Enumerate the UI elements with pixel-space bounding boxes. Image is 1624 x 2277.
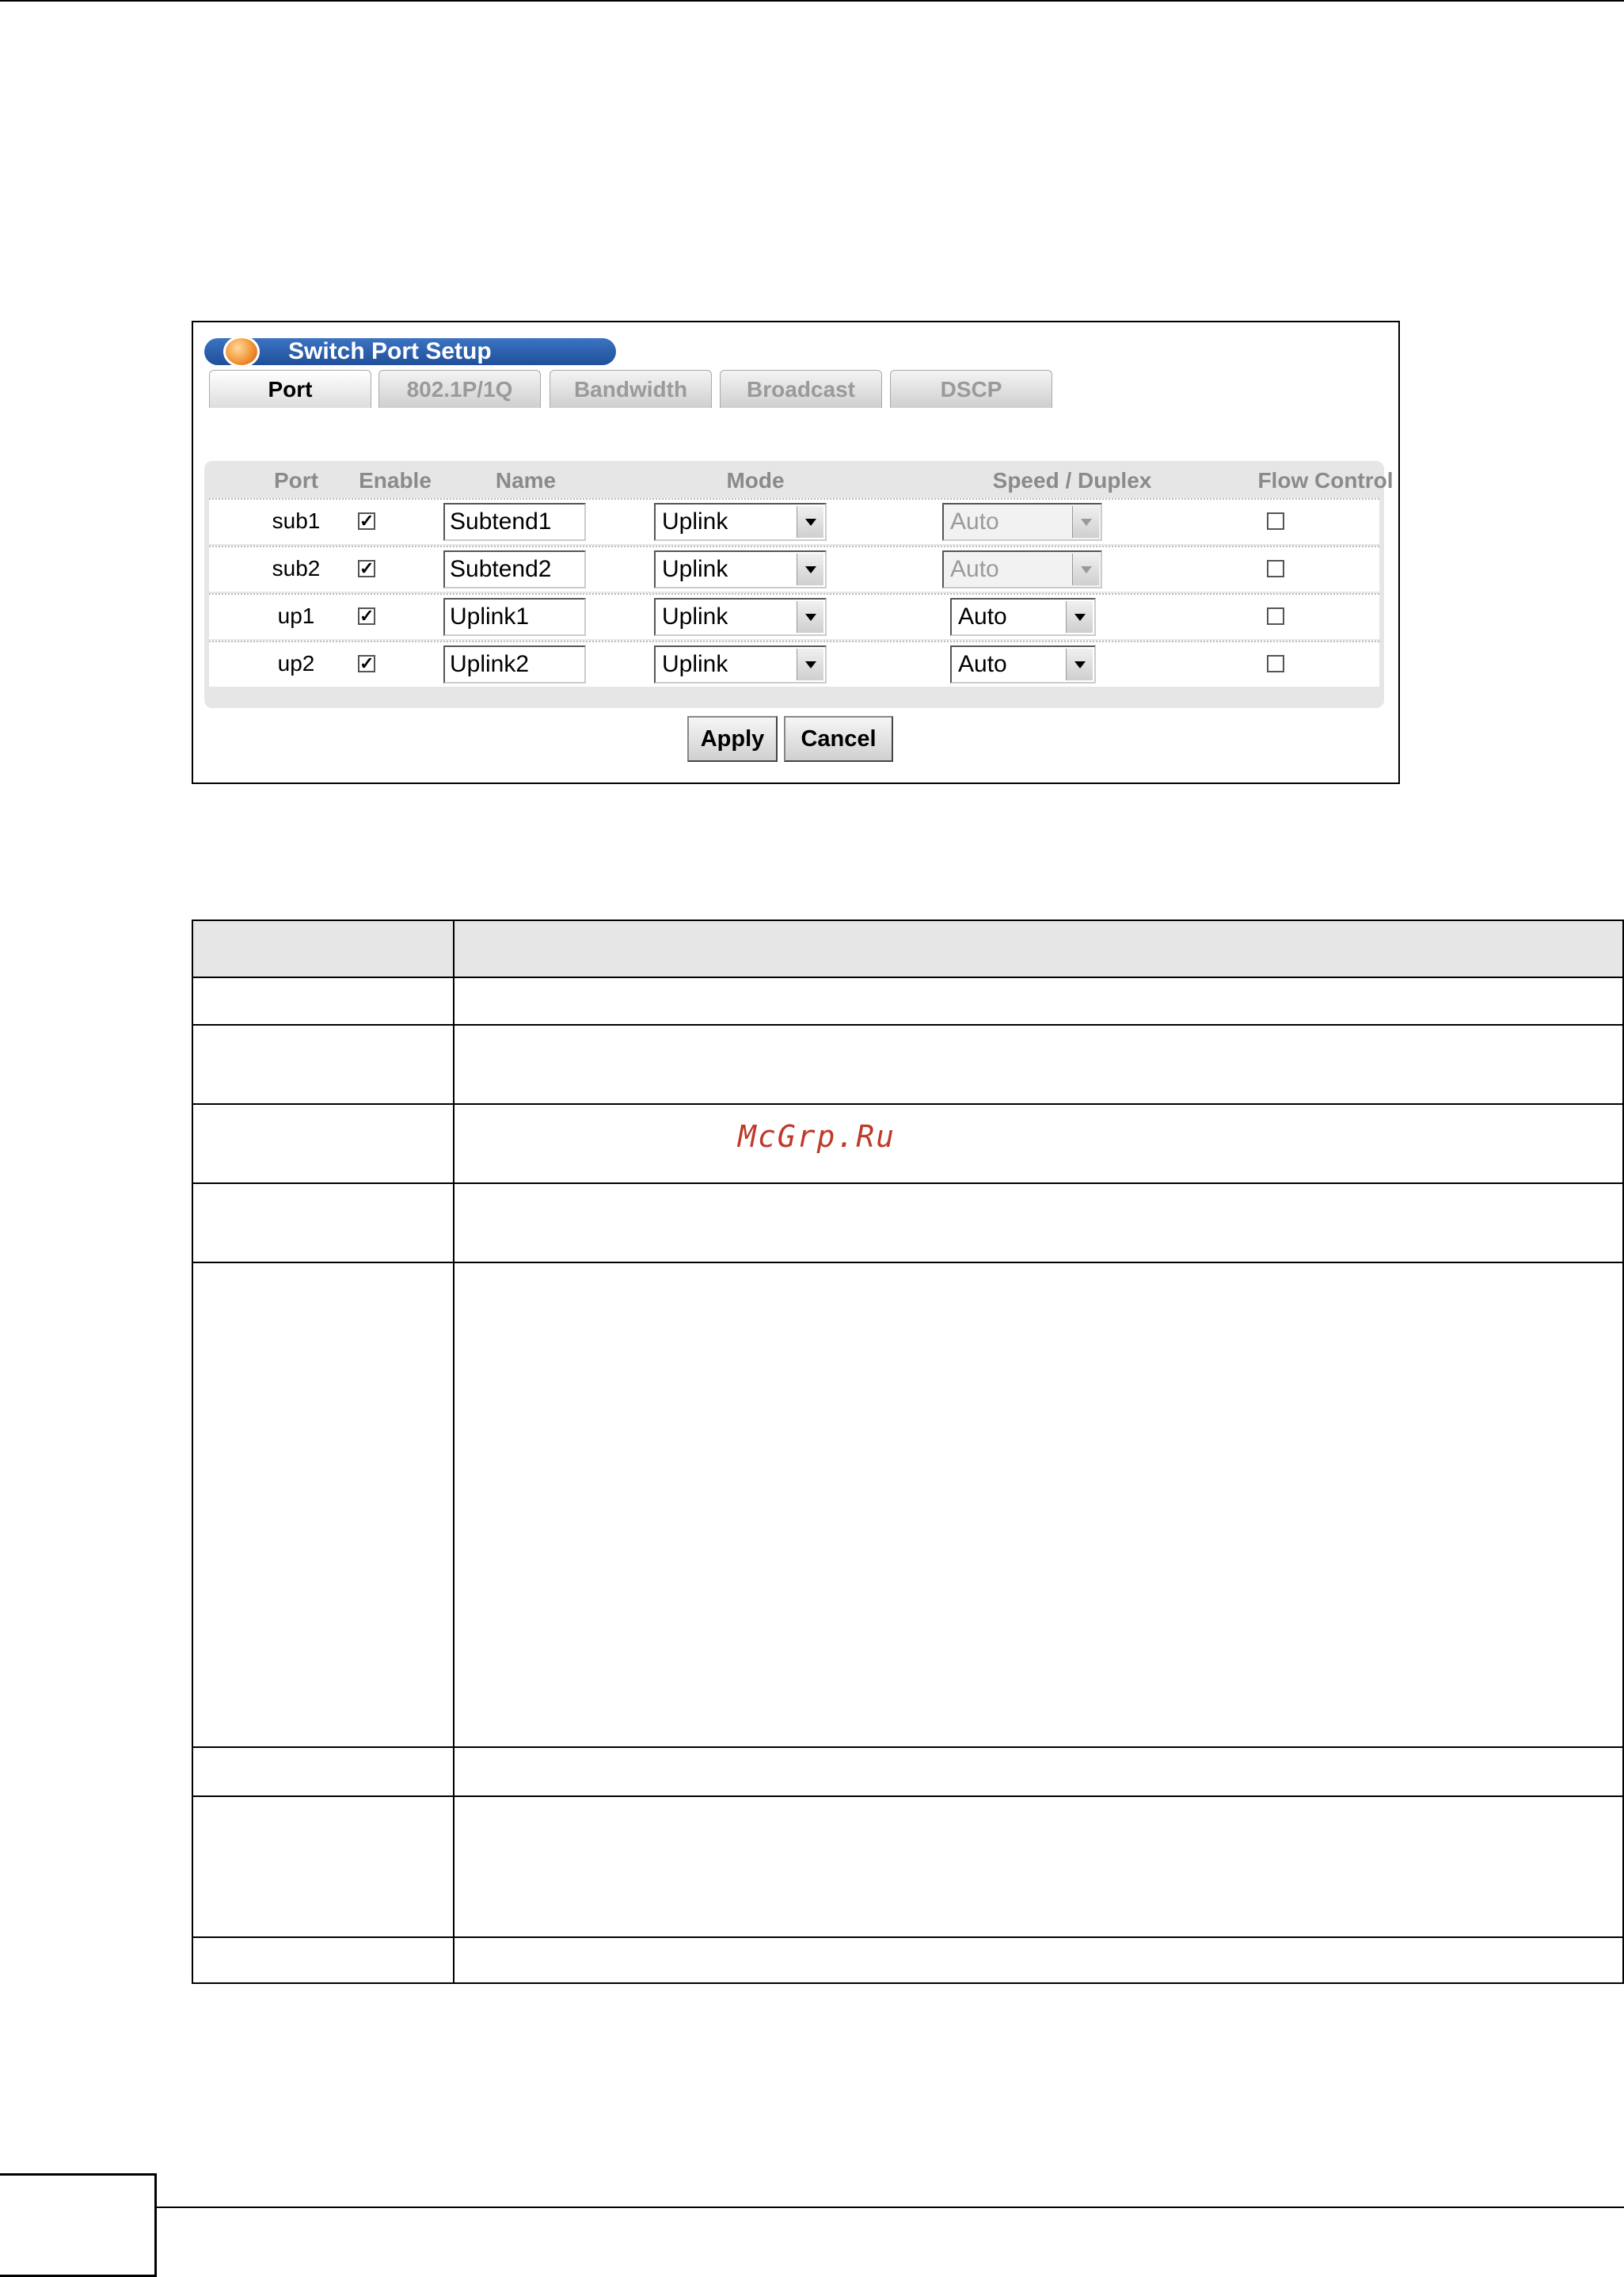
flow-control-checkbox[interactable] [1267,560,1284,577]
orb-icon [223,336,260,367]
name-input[interactable]: Uplink1 [443,598,586,636]
col-header-enable: Enable [359,468,432,493]
table-column-divider [453,921,454,1982]
footer-rule [157,2207,1624,2208]
chevron-down-icon[interactable] [797,506,823,538]
col-header-speed-duplex: Speed / Duplex [992,468,1152,493]
table-divider [193,1262,1622,1263]
table-divider [193,1936,1622,1938]
cancel-button[interactable]: Cancel [784,716,893,762]
port-label: up2 [277,651,315,676]
name-input[interactable]: Uplink2 [443,645,586,683]
name-input[interactable]: Subtend1 [443,503,586,541]
speed-value: Auto [950,508,999,535]
flow-control-checkbox[interactable] [1267,655,1284,672]
enable-checkbox[interactable]: ✓ [359,606,375,626]
chevron-down-icon [1072,506,1099,538]
mode-value: Uplink [662,651,728,677]
speed-value: Auto [958,604,1007,630]
col-header-port: Port [274,468,318,493]
tab-bandwidth[interactable]: Bandwidth [550,370,712,408]
speed-value: Auto [950,556,999,582]
name-input[interactable]: Subtend2 [443,550,586,588]
speed-duplex-select[interactable] [950,645,1096,683]
page-number-box [0,2173,157,2277]
tab-port[interactable]: Port [209,370,371,408]
chevron-down-icon[interactable] [797,649,823,680]
mode-value: Uplink [662,508,728,535]
table-divider [193,1103,1622,1105]
chevron-down-icon[interactable] [797,601,823,633]
switch-port-setup-panel [192,321,1400,784]
port-label: up1 [277,604,315,628]
description-table [192,920,1624,1984]
table-divider [193,1024,1622,1026]
mode-value: Uplink [662,556,728,582]
table-divider [193,977,1622,978]
chevron-down-icon[interactable] [1066,649,1093,680]
mode-select[interactable] [654,598,827,636]
tab-dscp[interactable]: DSCP [890,370,1052,408]
mode-value: Uplink [662,604,728,630]
chevron-down-icon[interactable] [1066,601,1093,633]
speed-value: Auto [958,651,1007,677]
flow-control-checkbox[interactable] [1267,512,1284,530]
speed-duplex-select [942,503,1102,541]
watermark: McGrp.Ru [738,1119,896,1154]
table-divider [193,1746,1622,1748]
tab-broadcast[interactable]: Broadcast [720,370,882,408]
table-divider [193,1795,1622,1797]
tab-8021p-1q[interactable]: 802.1P/1Q [378,370,541,408]
mode-select[interactable] [654,503,827,541]
chevron-down-icon[interactable] [797,554,823,585]
port-label: sub1 [272,508,321,533]
port-label: sub2 [272,556,321,581]
col-header-mode: Mode [726,468,785,493]
enable-checkbox[interactable]: ✓ [359,511,375,531]
apply-button[interactable]: Apply [687,716,778,762]
col-header-flow-control: Flow Control [1257,468,1394,493]
speed-duplex-select[interactable] [950,598,1096,636]
col-header-name: Name [495,468,557,493]
top-rule [0,0,1624,2]
description-table-header [193,921,1622,977]
flow-control-checkbox[interactable] [1267,607,1284,625]
mode-select[interactable] [654,645,827,683]
mode-select[interactable] [654,550,827,588]
table-divider [193,1182,1622,1184]
enable-checkbox[interactable]: ✓ [359,558,375,578]
panel-title: Switch Port Setup [288,338,492,364]
chevron-down-icon [1072,554,1099,585]
enable-checkbox[interactable]: ✓ [359,653,375,673]
speed-duplex-select [942,550,1102,588]
